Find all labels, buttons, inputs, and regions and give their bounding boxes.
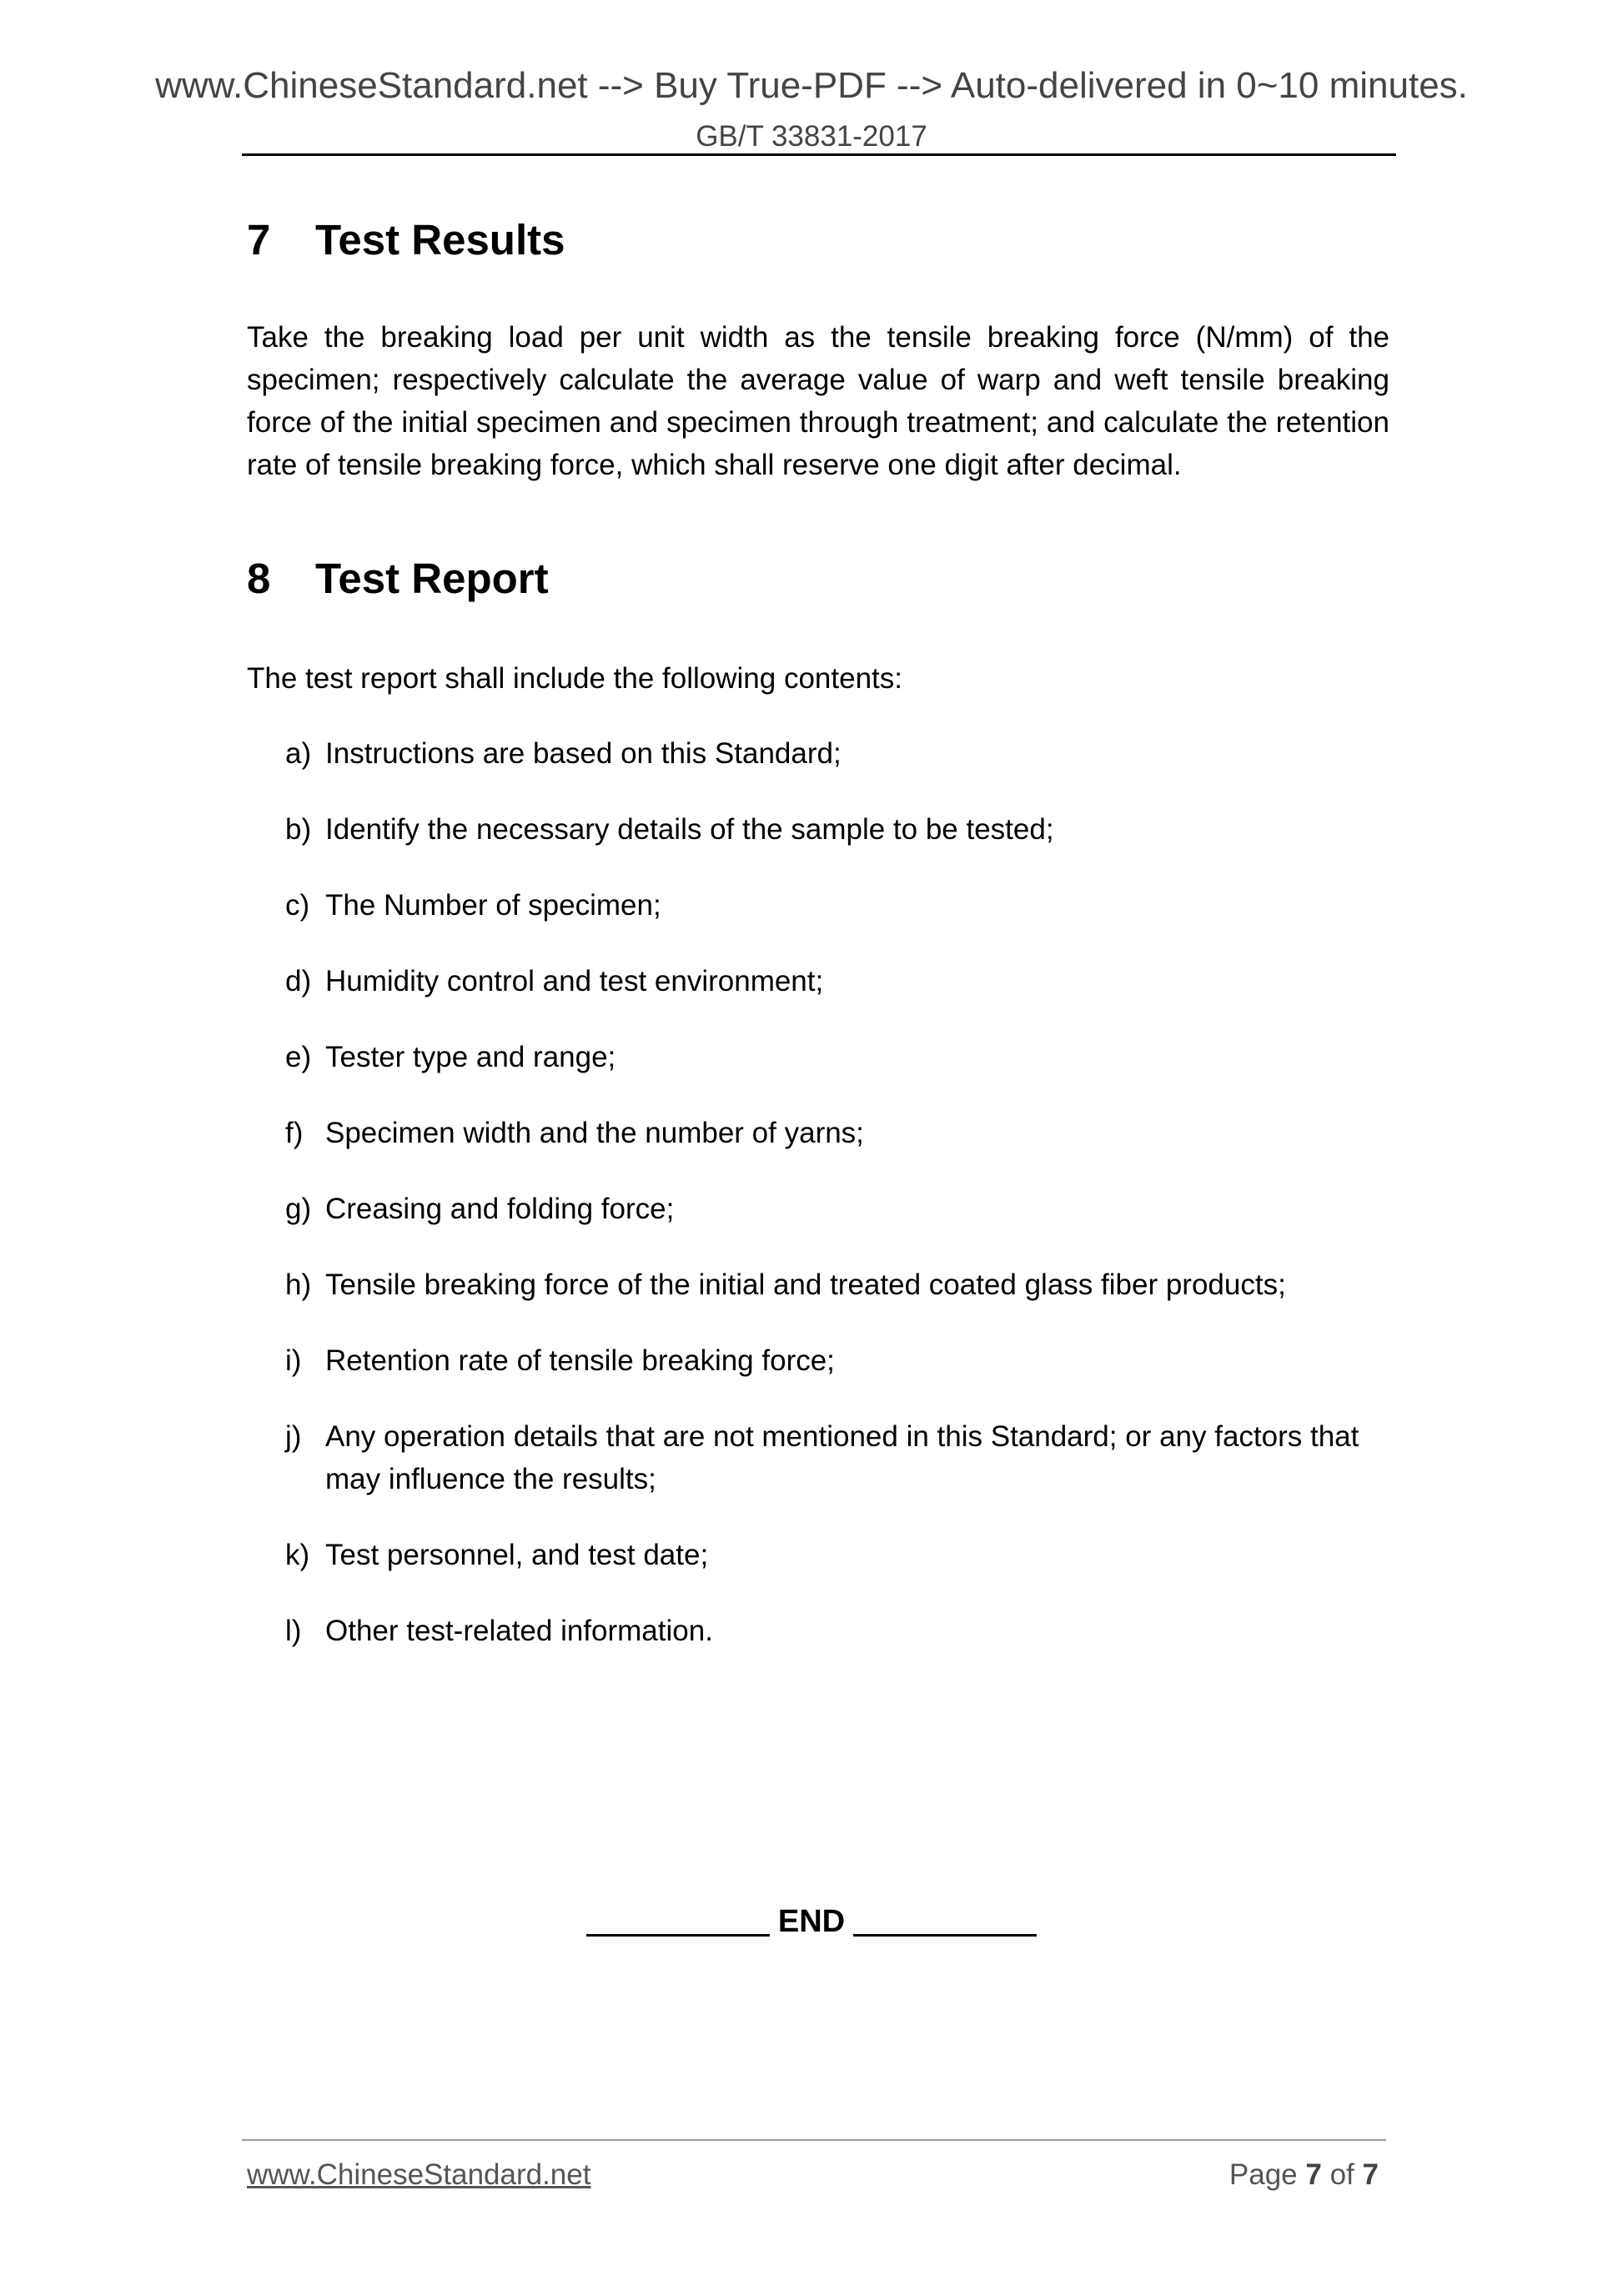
list-item-text: Creasing and folding force; xyxy=(325,1193,675,1225)
list-marker: f) xyxy=(285,1117,304,1149)
page-prefix: Page xyxy=(1229,2158,1298,2191)
list-marker: a) xyxy=(285,737,312,770)
list-marker: b) xyxy=(285,813,312,846)
list-item xyxy=(247,1610,1389,1652)
list-item xyxy=(247,732,1389,775)
list-item-text: Humidity control and test environment; xyxy=(325,965,824,997)
list-marker: d) xyxy=(285,965,312,997)
end-label: END xyxy=(777,1904,846,1939)
list-marker: i) xyxy=(285,1344,302,1377)
site-banner: www.ChineseStandard.net --> Buy True-PDF --> Auto-delivered in 0~10 minutes. xyxy=(155,65,1468,106)
section-8-number: 8 xyxy=(247,555,271,602)
list-marker: k) xyxy=(285,1539,310,1571)
list-item-text: Tester type and range; xyxy=(325,1041,616,1073)
page-indicator xyxy=(1229,2158,1379,2192)
list-item xyxy=(247,1534,1389,1576)
list-item-text: Other test-related information. xyxy=(325,1615,713,1647)
list-marker: j) xyxy=(285,1420,302,1453)
page-current: 7 xyxy=(1305,2158,1322,2191)
end-rule-right xyxy=(853,1934,1037,1937)
section-7-heading xyxy=(247,215,565,264)
page-total: 7 xyxy=(1362,2158,1379,2191)
end-marker xyxy=(0,1904,1623,1940)
end-rule-left xyxy=(586,1934,770,1937)
list-marker: l) xyxy=(285,1615,302,1647)
list-item xyxy=(247,1188,1389,1230)
list-marker: h) xyxy=(285,1269,312,1301)
section-7-paragraph: Take the breaking load per unit width as the tensile breaking force (N/mm) of the specimen; respectively calculate the average value of warp and weft tensile breaking force of the initial specimen and specimen through treatment; and calculate the retention rate of tensile breaking force, which shall reserve one digit after decimal. xyxy=(247,321,1389,481)
standard-number: GB/T 33831-2017 xyxy=(696,120,927,153)
list-item-text: Any operation details that are not mentioned in this Standard; or any factors that may influence the results; xyxy=(325,1420,1359,1495)
header-rule xyxy=(242,153,1396,156)
section-7-number: 7 xyxy=(247,216,271,264)
footer-website-link[interactable]: www.ChineseStandard.net xyxy=(247,2158,591,2191)
list-item xyxy=(247,1036,1389,1078)
page-separator: of xyxy=(1329,2158,1354,2191)
list-marker: g) xyxy=(285,1193,312,1225)
list-item xyxy=(247,1264,1389,1306)
footer-rule xyxy=(242,2139,1386,2141)
list-item-text: Identify the necessary details of the sample to be tested; xyxy=(325,813,1054,846)
list-marker: c) xyxy=(285,889,310,922)
list-item-text: Retention rate of tensile breaking force; xyxy=(325,1344,835,1377)
list-item xyxy=(247,884,1389,927)
section-8-heading xyxy=(247,554,549,603)
list-item-text: Specimen width and the number of yarns; xyxy=(325,1117,864,1149)
list-item xyxy=(247,808,1389,851)
section-8-title: Test Report xyxy=(315,555,549,602)
report-contents-list xyxy=(247,732,1389,1686)
list-marker: e) xyxy=(285,1041,312,1073)
list-item-text: Test personnel, and test date; xyxy=(325,1539,709,1571)
list-item xyxy=(247,1339,1389,1382)
list-item-text: Instructions are based on this Standard; xyxy=(325,737,842,770)
list-item xyxy=(247,1415,1389,1500)
list-item xyxy=(247,960,1389,1002)
list-item-text: The Number of specimen; xyxy=(325,889,661,922)
section-8-intro: The test report shall include the following contents: xyxy=(247,662,902,695)
section-7-title: Test Results xyxy=(315,216,565,264)
list-item xyxy=(247,1112,1389,1154)
list-item-text: Tensile breaking force of the initial and treated coated glass fiber products; xyxy=(325,1269,1286,1301)
